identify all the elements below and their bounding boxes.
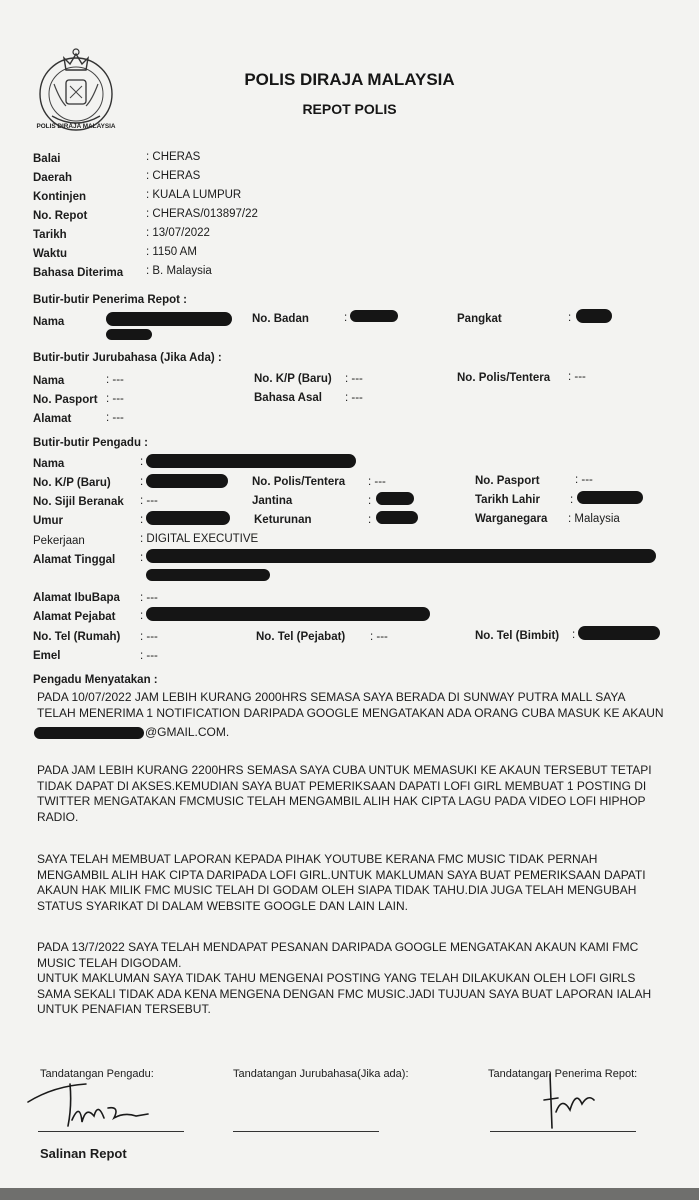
statement-line: SAYA TELAH MEMBUAT LAPORAN KEPADA PIHAK YOUTUBE KERANA FMC MUSIC TIDAK PERNAH xyxy=(37,852,598,866)
signature-label-pengadu: Tandatangan Pengadu: xyxy=(40,1068,154,1080)
statement-line: MENGAMBIL ALIH HAK CIPTA DARIPADA LOFI GIRL.UNTUK MAKLUMAN SAYA BUAT PEMERIKSAAN DAPATI xyxy=(37,867,646,882)
pengadu-tel-bimbit-colon: : xyxy=(572,629,576,641)
meta-label-tarikh: Tarikh xyxy=(33,229,67,241)
redaction-pengadu-tinggal-2 xyxy=(146,569,270,581)
police-crest-logo xyxy=(30,44,122,136)
redaction-penerima-pangkat xyxy=(576,309,612,323)
statement-line: PADA 10/07/2022 JAM LEBIH KURANG 2000HRS SEMASA SAYA BERADA DI SUNWAY PUTRA MALL SAYA xyxy=(37,690,626,704)
pengadu-pejabat-label: Alamat Pejabat xyxy=(33,611,116,623)
redaction-pengadu-jantina xyxy=(376,492,414,505)
meta-label-balai: Balai xyxy=(33,153,61,165)
pengadu-pekerjaan-value: : DIGITAL EXECUTIVE xyxy=(140,533,259,545)
redaction-pengadu-tel-bimbit xyxy=(578,626,660,640)
meta-label-daerah: Daerah xyxy=(33,172,72,184)
statement-paragraph-3 xyxy=(37,852,667,914)
jurubahasa-bahasa-label: Bahasa Asal xyxy=(254,392,322,404)
jurubahasa-nama-value: : --- xyxy=(106,374,124,386)
penerima-badan-label: No. Badan xyxy=(252,313,309,325)
redaction-penerima-badan xyxy=(350,310,398,322)
pengadu-umur-colon: : xyxy=(140,514,144,526)
statement-paragraph-2 xyxy=(37,763,667,825)
meta-value-daerah: : CHERAS xyxy=(146,170,201,182)
signature-pengadu xyxy=(24,1072,174,1134)
pengadu-tel-rumah-label: No. Tel (Rumah) xyxy=(33,631,121,643)
statement-line: TIDAK DAPAT DI AKSES.KEMUDIAN SAYA BUAT PEMERIKSAAN DAPATI LOFI GIRL MEMBUAT 1 POSTING DI xyxy=(37,778,647,793)
meta-value-tarikh: : 13/07/2022 xyxy=(146,227,210,239)
meta-label-bahasa: Bahasa Diterima xyxy=(33,267,124,279)
pengadu-lahir-label: Tarikh Lahir xyxy=(475,494,540,506)
redaction-pengadu-lahir xyxy=(577,491,643,504)
statement-line: MUSIC TELAH DIGODAM. xyxy=(37,955,182,970)
penerima-badan-colon: : xyxy=(344,312,348,324)
pengadu-keturunan-colon: : xyxy=(368,514,372,526)
pengadu-warganegara-value: : Malaysia xyxy=(568,513,620,525)
statement-paragraph-1 xyxy=(37,690,667,721)
statement-line: PADA 13/7/2022 SAYA TELAH MENDAPAT PESANAN DARIPADA GOOGLE MENGATAKAN AKAUN KAMI FMC xyxy=(37,940,639,954)
pengadu-ibubapa-label: Alamat IbuBapa xyxy=(33,592,120,604)
pengadu-heading: Butir-butir Pengadu : xyxy=(33,437,148,449)
meta-value-no-repot: : CHERAS/013897/22 xyxy=(146,208,258,220)
pengadu-ibubapa-value: : --- xyxy=(140,592,158,604)
redaction-penerima-nama xyxy=(106,312,232,326)
pengadu-polis-label: No. Polis/Tentera xyxy=(252,476,346,488)
pengadu-emel-label: Emel xyxy=(33,650,61,662)
jurubahasa-alamat-label: Alamat xyxy=(33,413,72,425)
signature-penerima xyxy=(536,1070,606,1132)
pengadu-keturunan-label: Keturunan xyxy=(254,514,312,526)
pengadu-tel-rumah-value: : --- xyxy=(140,631,158,643)
report-copy-label: Salinan Repot xyxy=(40,1146,127,1161)
statement-line: AKAUN HAK MILIK FMC MUSIC TELAH DI GODAM OLEH SIAPA TIDAK TAHU.DIA JUGA TELAH MENGUBAH xyxy=(37,883,637,897)
statement-email-suffix: @GMAIL.COM. xyxy=(145,725,230,739)
jurubahasa-pasport-value: : --- xyxy=(106,393,124,405)
jurubahasa-bahasa-value: : --- xyxy=(345,392,363,404)
redaction-pengadu-kp xyxy=(146,474,228,488)
pengadu-kp-label: No. K/P (Baru) xyxy=(33,477,111,489)
pengadu-warganegara-label: Warganegara xyxy=(475,513,548,525)
meta-value-bahasa: : B. Malaysia xyxy=(146,265,212,277)
pengadu-tel-pejabat-value: : --- xyxy=(370,631,388,643)
penerima-pangkat-label: Pangkat xyxy=(457,313,502,325)
pengadu-tinggal-colon: : xyxy=(140,552,144,564)
pengadu-tinggal-label: Alamat Tinggal xyxy=(33,554,116,566)
statement-line: SAMA SEKALI TIDAK ADA KENA MENGENA DENGAN FMC MUSIC.JADI TUJUAN SAYA BUAT LAPORAN IALAH xyxy=(37,986,652,1001)
crest-motto-text: POLIS DIRAJA MALAYSIA xyxy=(36,123,116,130)
statement-line: UNTUK MAKLUMAN SAYA TIDAK TAHU MENGENAI POSTING YANG TELAH DILAKUKAN OLEH LOFI GIRLS xyxy=(37,971,636,985)
pengadu-pasport-value: : --- xyxy=(575,474,593,486)
penerima-nama-label: Nama xyxy=(33,316,65,328)
jurubahasa-nama-label: Nama xyxy=(33,375,65,387)
pengadu-jantina-label: Jantina xyxy=(252,495,293,507)
pengadu-nama-label: Nama xyxy=(33,458,65,470)
signature-line-penerima xyxy=(490,1131,636,1132)
pengadu-tel-bimbit-label: No. Tel (Bimbit) xyxy=(475,630,560,642)
jurubahasa-polis-value: : --- xyxy=(568,371,586,383)
pengadu-sijil-label: No. Sijil Beranak xyxy=(33,496,124,508)
meta-label-no-repot: No. Repot xyxy=(33,210,88,222)
statement-line: TELAH MENERIMA 1 NOTIFICATION DARIPADA GOOGLE MENGATAKAN ADA ORANG CUBA MASUK KE AKAUN xyxy=(37,705,664,720)
meta-value-balai: : CHERAS xyxy=(146,151,201,163)
document-title: REPOT POLIS xyxy=(302,101,397,117)
signature-line-pengadu xyxy=(38,1131,184,1132)
jurubahasa-alamat-value: : --- xyxy=(106,412,124,424)
redaction-pengadu-nama xyxy=(146,454,356,468)
pengadu-pasport-label: No. Pasport xyxy=(475,475,540,487)
jurubahasa-polis-label: No. Polis/Tentera xyxy=(457,372,551,384)
meta-value-kontinjen: : KUALA LUMPUR xyxy=(146,189,242,201)
pengadu-polis-value: : --- xyxy=(368,476,386,488)
statement-paragraph-4 xyxy=(37,940,667,1018)
pengadu-pejabat-colon: : xyxy=(140,610,144,622)
organisation-title: POLIS DIRAJA MALAYSIA xyxy=(244,70,455,89)
redaction-pengadu-keturunan xyxy=(376,511,418,524)
pengadu-kp-colon: : xyxy=(140,476,144,488)
redaction-pengadu-pejabat xyxy=(146,607,430,621)
penerima-pangkat-colon: : xyxy=(568,312,572,324)
redaction-penerima-nama-2 xyxy=(106,329,152,340)
pengadu-jantina-colon: : xyxy=(368,495,372,507)
statement-line: PADA JAM LEBIH KURANG 2200HRS SEMASA SAYA CUBA UNTUK MEMASUKI KE AKAUN TERSEBUT TETAPI xyxy=(37,763,652,777)
pengadu-nama-colon: : xyxy=(140,456,144,468)
statement-line: RADIO. xyxy=(37,809,79,824)
statement-heading: Pengadu Menyatakan : xyxy=(33,674,158,686)
pengadu-umur-label: Umur xyxy=(33,515,64,527)
jurubahasa-pasport-label: No. Pasport xyxy=(33,394,98,406)
jurubahasa-kp-label: No. K/P (Baru) xyxy=(254,373,332,385)
meta-label-kontinjen: Kontinjen xyxy=(33,191,87,203)
redaction-pengadu-tinggal xyxy=(146,549,656,563)
signature-line-jurubahasa xyxy=(233,1131,379,1132)
pengadu-emel-value: : --- xyxy=(140,650,158,662)
meta-label-waktu: Waktu xyxy=(33,248,68,260)
signature-label-jurubahasa: Tandatangan Jurubahasa(Jika ada): xyxy=(233,1068,409,1080)
statement-line: STATUS SYARIKAT DI DALAM WEBSITE GOOGLE DAN LAIN LAIN. xyxy=(37,898,408,913)
pengadu-tel-pejabat-label: No. Tel (Pejabat) xyxy=(256,631,346,643)
statement-line: TWITTER MENGATAKAN FMCMUSIC TELAH MENGAMBIL ALIH HAK CIPTA LAGU PADA VIDEO LOFI HIPHOP xyxy=(37,794,646,808)
meta-value-waktu: : 1150 AM xyxy=(146,246,197,258)
pengadu-lahir-colon: : xyxy=(570,494,574,506)
redaction-email xyxy=(34,727,144,739)
pengadu-pekerjaan-label: Pekerjaan xyxy=(33,535,85,547)
statement-line: UNTUK PENAFIAN TERSEBUT. xyxy=(37,1002,211,1016)
redaction-pengadu-umur xyxy=(146,511,230,525)
jurubahasa-heading: Butir-butir Jurubahasa (Jika Ada) : xyxy=(33,352,222,364)
signature-label-penerima: Tandatangan Penerima Repot: xyxy=(488,1068,638,1080)
jurubahasa-kp-value: : --- xyxy=(345,373,363,385)
penerima-heading: Butir-butir Penerima Repot : xyxy=(33,294,187,306)
pengadu-sijil-value: : --- xyxy=(140,495,158,507)
